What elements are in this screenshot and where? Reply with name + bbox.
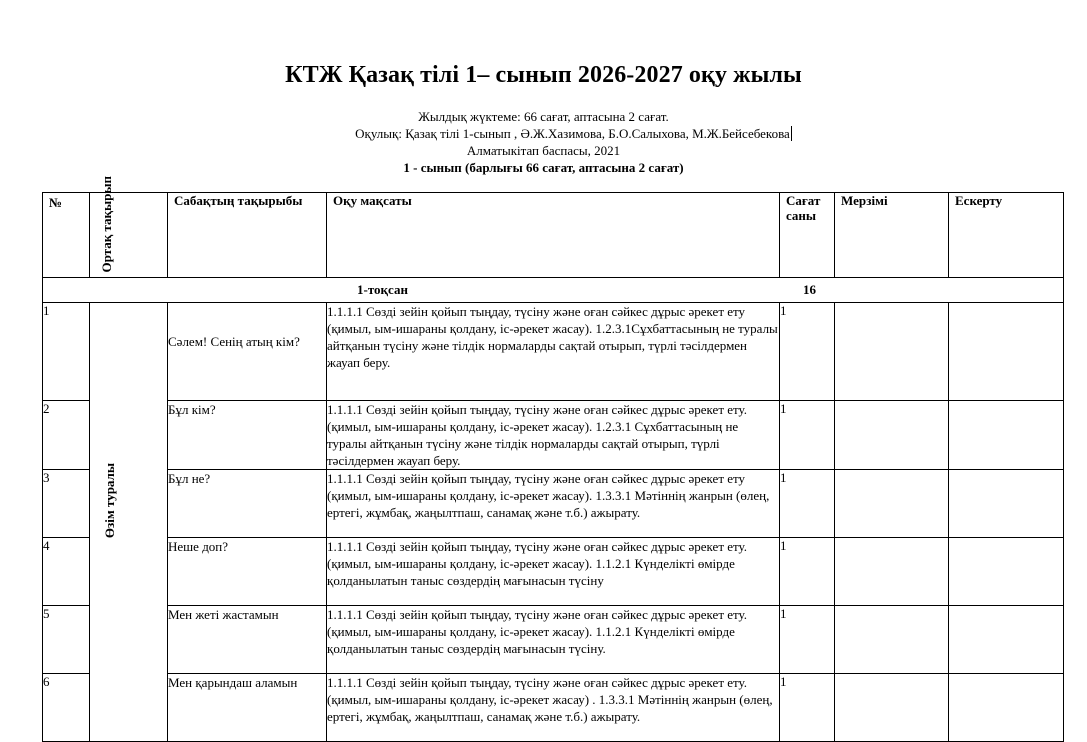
lesson-hours: 1 — [780, 538, 835, 606]
lesson-objective: 1.1.1.1 Сөзді зейін қойып тыңдау, түсіну және оған сәйкес дұрыс әрекет ету (қимыл, ым-ишараны қолдану, іс-әрекет жасау). 1.3.3.1 Мәтіннің жанрын (өлең, ертегі, жұмбақ, жаңылтпаш, санамақ және т.б.) ажырату. — [327, 470, 780, 538]
annual-workload: Жылдық жүктеме: 66 сағат, аптасына 2 сағат. — [418, 109, 669, 124]
lesson-objective: 1.1.1.1 Сөзді зейін қойып тыңдау, түсіну және оған сәйкес дұрыс әрекет ету. (қимыл, ым-ишараны қолдану, іс-әрекет жасау). 1.1.2.1 Күнделікті өмірде қолданылатын таныс сөздердің мағынасын түсіну — [327, 538, 780, 606]
table-row — [43, 401, 1064, 470]
quarter-hours: 16 — [803, 282, 816, 297]
lesson-date[interactable] — [835, 470, 949, 538]
header-objective: Оқу мақсаты — [327, 193, 780, 278]
lesson-date[interactable] — [835, 401, 949, 470]
lesson-topic: Мен жеті жастамын — [168, 606, 327, 674]
lesson-topic: Бұл кім? — [168, 401, 327, 470]
table-row — [43, 470, 1064, 538]
lesson-note[interactable] — [949, 401, 1064, 470]
grade-summary: 1 - сынып (барлығы 66 сағат, аптасына 2 сағат) — [403, 160, 684, 175]
lesson-note[interactable] — [949, 674, 1064, 742]
lesson-topic: Неше доп? — [168, 538, 327, 606]
quarter-cell — [43, 278, 1064, 303]
table-row — [43, 606, 1064, 674]
header-common-topic-label: Ортақ тақырып — [99, 176, 114, 273]
row-number: 2 — [43, 401, 90, 470]
row-number: 6 — [43, 674, 90, 742]
header-date: Мерзімі — [835, 193, 949, 278]
lesson-note[interactable] — [949, 606, 1064, 674]
lesson-hours: 1 — [780, 470, 835, 538]
lesson-objective: 1.1.1.1 Сөзді зейін қойып тыңдау, түсіну және оған сәйкес дұрыс әрекет ету (қимыл, ым-ишараны қолдану, іс-әрекет жасау). 1.2.3.1Сұхбаттасының не туралы айтқанын түсіну және тілдік нормаларды сақтай отырып, түрлі тәсілдермен жауап беру. — [327, 303, 780, 401]
lesson-date[interactable] — [835, 538, 949, 606]
header-lesson-topic: Сабақтың тақырыбы — [168, 193, 327, 278]
lesson-hours: 1 — [780, 401, 835, 470]
lesson-topic: Бұл не? — [168, 470, 327, 538]
lesson-note[interactable] — [949, 303, 1064, 401]
text-cursor — [791, 126, 792, 141]
lesson-topic: Мен қарындаш аламын — [168, 674, 327, 742]
textbook-info — [0, 125, 1087, 142]
lesson-hours: 1 — [780, 674, 835, 742]
lesson-note[interactable] — [949, 470, 1064, 538]
lesson-hours: 1 — [780, 303, 835, 401]
row-number: 3 — [43, 470, 90, 538]
lesson-plan-table — [42, 176, 1064, 742]
table-row — [43, 538, 1064, 606]
row-number: 5 — [43, 606, 90, 674]
document-title: КТЖ Қазақ тілі 1– сынып 2026-2027 оқу жылы — [285, 62, 802, 88]
lesson-objective: 1.1.1.1 Сөзді зейін қойып тыңдау, түсіну және оған сәйкес дұрыс әрекет ету. (қимыл, ым-ишараны қолдану, іс-әрекет жасау). 1.1.2.1 Күнделікті өмірде қолданылатын таныс сөздердің мағынасын түсіну. — [327, 606, 780, 674]
lesson-hours: 1 — [780, 606, 835, 674]
table-header-row — [43, 193, 1064, 278]
quarter-name: 1-тоқсан — [357, 282, 408, 297]
lesson-date[interactable] — [835, 303, 949, 401]
lesson-objective: 1.1.1.1 Сөзді зейін қойып тыңдау, түсіну және оған сәйкес дұрыс әрекет ету. (қимыл, ым-ишараны қолдану, іс-әрекет жасау). 1.2.3.1 Сұхбаттасының не туралы айтқанын түсіну және тілдік нормаларды сақтай отырып, түрлі тәсілдермен жауап беру. — [327, 401, 780, 470]
table-row — [43, 303, 1064, 401]
common-topic-cell — [90, 303, 168, 742]
common-topic-label: Өзім туралы — [102, 463, 117, 539]
lesson-date[interactable] — [835, 674, 949, 742]
quarter-row — [43, 278, 1064, 303]
lesson-date[interactable] — [835, 606, 949, 674]
lesson-note[interactable] — [949, 538, 1064, 606]
row-number: 1 — [43, 303, 90, 401]
header-common-topic — [90, 176, 168, 278]
header-note: Ескерту — [949, 193, 1064, 278]
header-hours: Сағат саны — [780, 193, 835, 278]
header-number: № — [43, 193, 90, 278]
row-number: 4 — [43, 538, 90, 606]
textbook-text: Оқулық: Қазақ тілі 1-сынып , Ә.Ж.Хазимова, Б.О.Салыхова, М.Ж.Бейсебекова — [355, 126, 790, 141]
lesson-objective: 1.1.1.1 Сөзді зейін қойып тыңдау, түсіну және оған сәйкес дұрыс әрекет ету. (қимыл, ым-ишараны қолдану, іс-әрекет жасау) . 1.3.3.1 Мәтіннің жанрын (өлең, ертегі, жұмбақ, жаңылтпаш, санамақ және т.б.) ажырату. — [327, 674, 780, 742]
table-row — [43, 674, 1064, 742]
lesson-topic: Сәлем! Сенің атың кім? — [168, 303, 327, 401]
publisher-info: Алматыкітап баспасы, 2021 — [466, 143, 621, 158]
